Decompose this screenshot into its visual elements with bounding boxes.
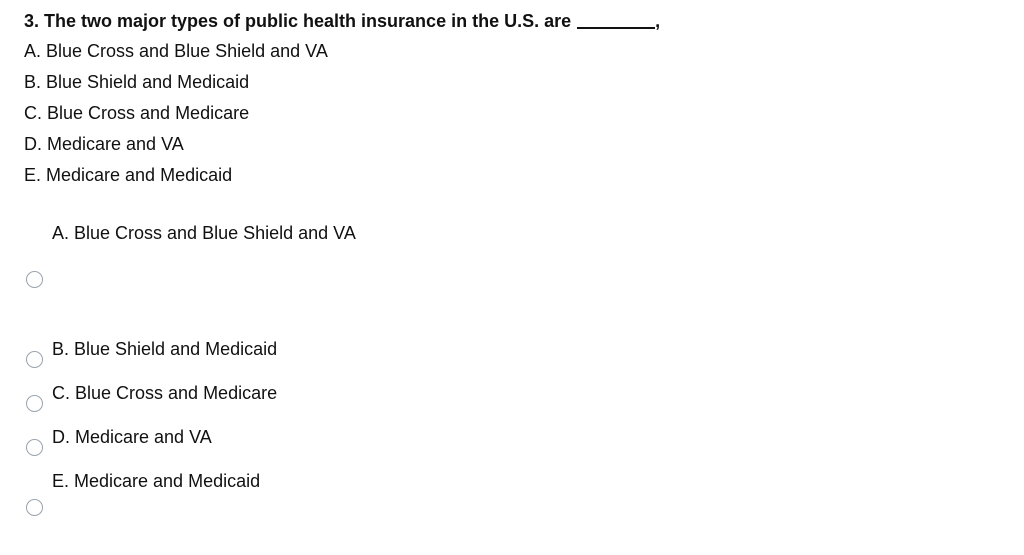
radio-button-d[interactable] bbox=[26, 439, 43, 456]
answer-blank bbox=[577, 9, 655, 29]
stem-option-c: C. Blue Cross and Medicare bbox=[24, 103, 250, 123]
radio-button-a[interactable] bbox=[26, 271, 43, 288]
question-text: 3. The two major types of public health insurance in the U.S. are bbox=[24, 11, 572, 31]
answer-label-b[interactable]: B. Blue Shield and Medicaid bbox=[52, 339, 278, 359]
stem-option-a: A. Blue Cross and Blue Shield and VA bbox=[24, 41, 328, 61]
answer-label-d[interactable]: D. Medicare and VA bbox=[52, 427, 212, 447]
radio-button-c[interactable] bbox=[26, 395, 43, 412]
answer-label-e[interactable]: E. Medicare and Medicaid bbox=[52, 471, 261, 491]
radio-button-e[interactable] bbox=[26, 499, 43, 516]
stem-option-e: E. Medicare and Medicaid bbox=[24, 165, 233, 185]
blank-suffix: , bbox=[655, 11, 661, 31]
answer-label-a[interactable]: A. Blue Cross and Blue Shield and VA bbox=[52, 223, 356, 243]
radio-button-b[interactable] bbox=[26, 351, 43, 368]
answer-label-c[interactable]: C. Blue Cross and Medicare bbox=[52, 383, 278, 403]
question-heading bbox=[24, 9, 660, 32]
stem-option-d: D. Medicare and VA bbox=[24, 134, 184, 154]
stem-option-b: B. Blue Shield and Medicaid bbox=[24, 72, 250, 92]
